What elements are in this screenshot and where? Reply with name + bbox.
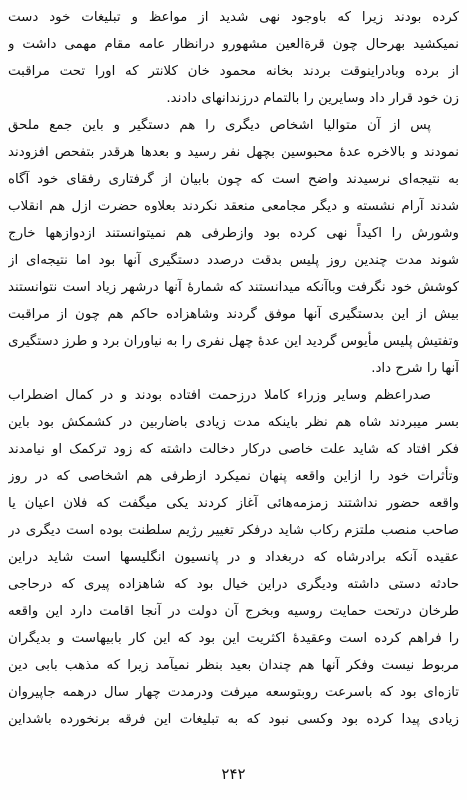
text-line: بسر میبردند شاه هم نظر باینکه مدت زیادی باضاربین در کشمکش بود باین bbox=[8, 415, 459, 430]
text-line: وتأثرات خود را ازاین واقعه پنهان نمیکرد ازطرفی هم اشخاصی که در روز bbox=[8, 469, 459, 484]
text-line: از برده وبادراینوقت بردند بخانه محمود خان کلانتر که اورا تحت مراقبت bbox=[8, 64, 459, 79]
text-line: کرده بودند زیرا که باوجود نهی شدید از مواعظ و تبلیغات خود دست bbox=[8, 10, 459, 25]
text-line: حادثه دستی داشته ودیگری دراین خیال بود که شاهزاده پیری که درحاجی bbox=[8, 577, 459, 592]
text-line: واقعه حضور نداشتند زمزمه‌هائی آغاز کردند یکی میگفت که فلان اعیان یا bbox=[8, 496, 459, 511]
text-line: تازه‌ای بود که باسرعت روبتوسعه میرفت ودرمدت چهار سال درهمه جاپیروان bbox=[8, 685, 459, 700]
page-body-text bbox=[8, 4, 459, 733]
text-line: کوشش خود نگرفت وباآنکه میدانستند که شمارهٔ آنها درشهر زیاد است نتوانستند bbox=[8, 280, 459, 295]
text-line: نمیکشید بهرحال چون قرة‌العین مشهورو درانظار عامه مقام مهمی داشت و bbox=[8, 37, 459, 52]
text-line: زن خود قرار داد وسایرین را بالتمام درزندانهای دادند. bbox=[166, 91, 459, 106]
text-line: صاحب منصب ملتزم رکاب شاید درفکر تغییر رژیم سلطنت بوده است دیگری در bbox=[8, 523, 459, 538]
text-line: وتفتیش پلیس مأیوس گردید این عدهٔ چهل نفری را به نیاوران برد و طرز دستگیری bbox=[8, 334, 459, 349]
text-line: آنها را شرح داد. bbox=[371, 361, 459, 376]
text-line: شوند مدت چندین روز پلیس بدقت درصدد دستگیری آنها بود اما نتیجه‌ای از bbox=[8, 253, 459, 268]
text-line: نمودند و بالاخره عدهٔ محبوسین بچهل نفر رسید و بعدها هرقدر بتفحص افزودند bbox=[8, 145, 459, 160]
text-line: شدند آرام نشسته و دیگر مجامعی منعقد نکردند بعلاوه حضرت ازل هم انقلاب bbox=[8, 199, 459, 214]
text-line: وشورش را اکیداً نهی کرده بود وازطرفی هم نمیتوانستند ازدوازهها خارج bbox=[8, 226, 459, 241]
text-line: زیادی پیدا کرده بود وکسی نبود که به تبلیغات این فرقه برنخورده باشداین bbox=[8, 712, 459, 727]
page-number: ۲۴۲ bbox=[221, 765, 246, 783]
paragraph-start-line: پس از آن متوالیا اشخاص دیگری را هم دستگیر و باین جمع ملحق bbox=[8, 118, 431, 133]
text-line: به نتیجه‌ای نرسیدند واضح است که چون بابیان از گرفتاری رفقای خود آگاه bbox=[8, 172, 459, 187]
text-line: طرخان درتحت حمایت روسیه وبخرج آن دولت در آنجا اقامت دارد این واقعه bbox=[8, 604, 459, 619]
text-line: را فراهم کرده است وعقیدهٔ اکثریت این بود که این کار بابیهاست و بدیگران bbox=[8, 631, 459, 646]
paragraph-start-line: صدراعظم وسایر وزراء کاملا درزحمت افتاده بودند و در کمال اضطراب bbox=[8, 388, 431, 403]
text-line: فکر افتاد که شاید علت خاصی درکار دخالت داشته که زود ترکمک او نیامدند bbox=[8, 442, 459, 457]
text-line: بیش از این بدستگیری آنها موفق گردند وشاهزاده حاکم هم چون از مراقبت bbox=[8, 307, 459, 322]
text-line: مربوط نیست وفکر آنها هم چندان بعید بنظر نمیآمد زیرا که مذهب بابی دین bbox=[8, 658, 459, 673]
text-line: عقیده آنکه برادرشاه که دربغداد و در پانسیون انگلیسها است شاید دراین bbox=[8, 550, 459, 565]
